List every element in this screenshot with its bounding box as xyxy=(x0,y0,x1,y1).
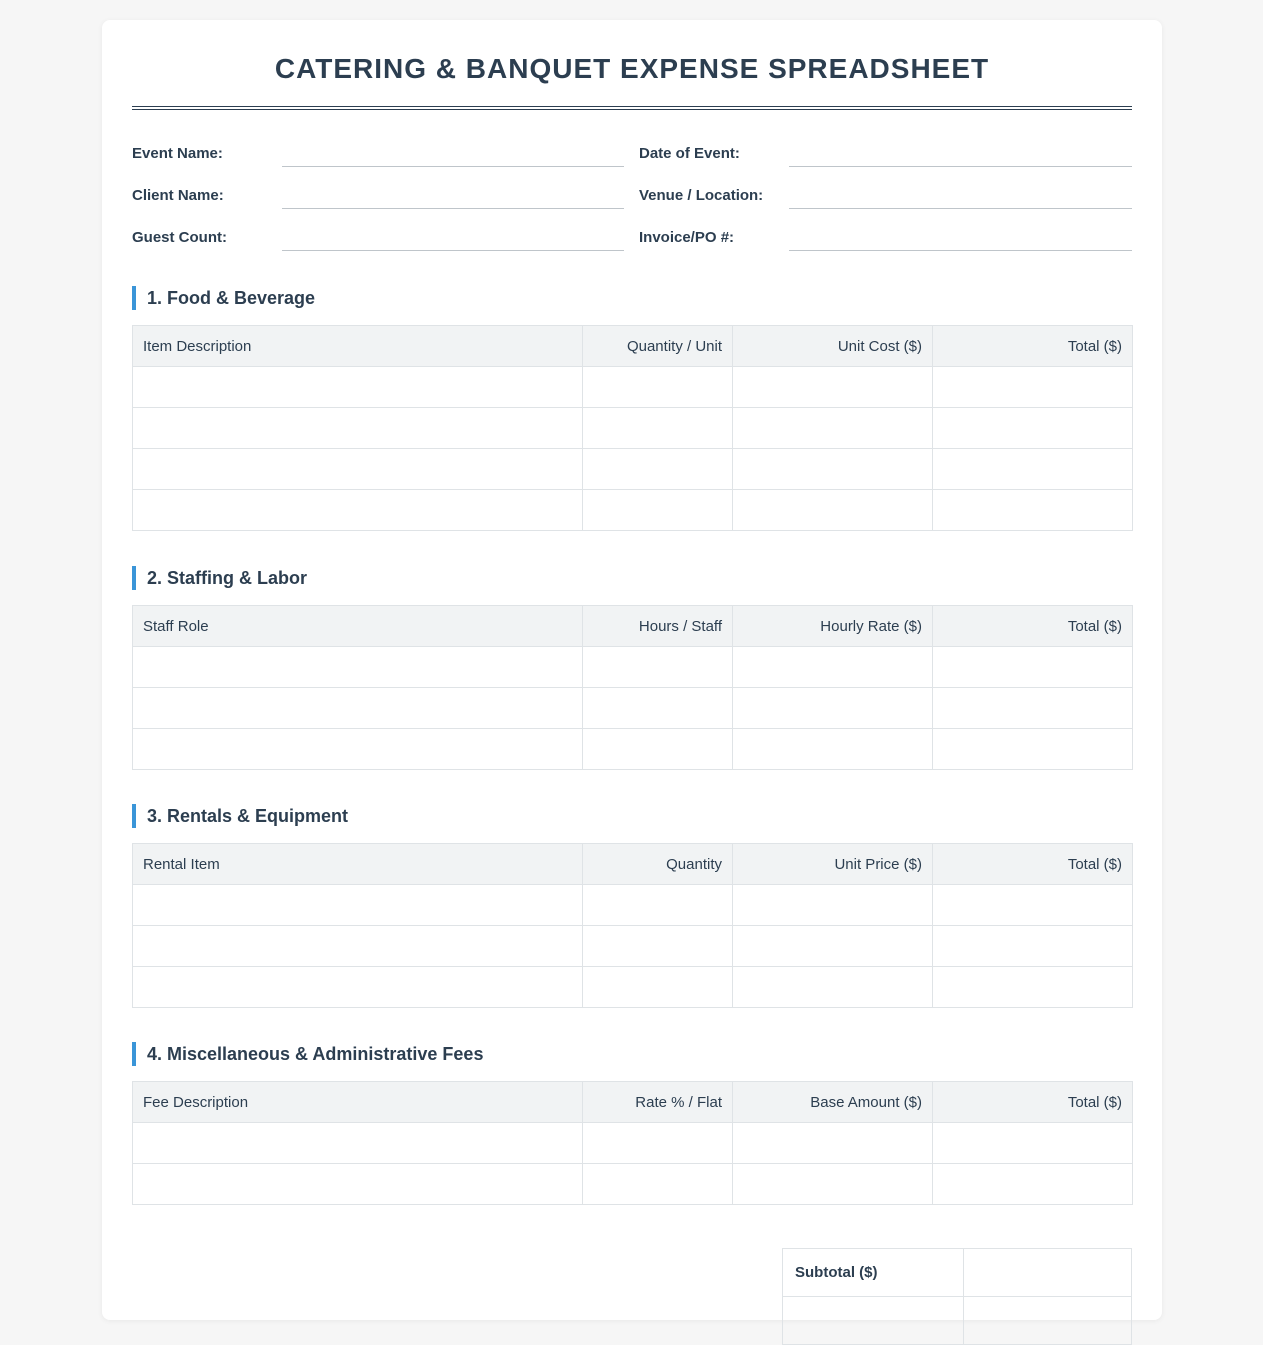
table-cell[interactable] xyxy=(133,885,583,926)
table-cell[interactable] xyxy=(133,688,583,729)
venue-location-field[interactable] xyxy=(789,208,1132,209)
table-cell[interactable] xyxy=(733,729,933,770)
section-title-text: 1. Food & Beverage xyxy=(147,288,316,308)
table-cell[interactable] xyxy=(133,1123,583,1164)
table-row xyxy=(133,967,1133,1008)
section-food-beverage-title xyxy=(132,286,315,310)
column-header: Total ($) xyxy=(933,844,1133,885)
subtotal-value-cell[interactable] xyxy=(964,1249,1132,1297)
column-header: Item Description xyxy=(133,326,583,367)
table-cell[interactable] xyxy=(933,1123,1133,1164)
table-cell[interactable] xyxy=(133,729,583,770)
table-header-row xyxy=(133,606,1133,647)
table-cell[interactable] xyxy=(583,1123,733,1164)
table-cell[interactable] xyxy=(933,967,1133,1008)
summary-table xyxy=(782,1248,1132,1345)
event-info-row xyxy=(132,137,1132,179)
date-of-event-label: Date of Event: xyxy=(639,145,740,162)
table-cell[interactable] xyxy=(733,449,933,490)
table-row xyxy=(133,729,1133,770)
table-cell[interactable] xyxy=(583,490,733,531)
table-row xyxy=(133,367,1133,408)
table-header-row xyxy=(133,1082,1133,1123)
section-misc-fees-title xyxy=(132,1042,483,1066)
section-accent-bar xyxy=(132,804,136,828)
table-row xyxy=(133,688,1133,729)
table-cell[interactable] xyxy=(733,408,933,449)
column-header: Hours / Staff xyxy=(583,606,733,647)
invoice-po-field[interactable] xyxy=(789,250,1132,251)
food-beverage-table xyxy=(132,325,1133,531)
event-name-field[interactable] xyxy=(282,166,624,167)
table-cell[interactable] xyxy=(133,647,583,688)
column-header: Total ($) xyxy=(933,326,1133,367)
table-cell[interactable] xyxy=(133,926,583,967)
invoice-po-label: Invoice/PO #: xyxy=(639,229,735,246)
table-cell[interactable] xyxy=(133,367,583,408)
column-header: Rate % / Flat xyxy=(583,1082,733,1123)
section-accent-bar xyxy=(132,286,136,310)
misc-fees-table xyxy=(132,1081,1133,1205)
table-cell[interactable] xyxy=(933,490,1133,531)
column-header: Base Amount ($) xyxy=(733,1082,933,1123)
event-info-row xyxy=(132,179,1132,221)
column-header: Hourly Rate ($) xyxy=(733,606,933,647)
subtotal-label: Subtotal ($) xyxy=(783,1249,964,1297)
table-row xyxy=(133,1164,1133,1205)
table-cell[interactable] xyxy=(583,367,733,408)
table-cell[interactable] xyxy=(733,688,933,729)
table-cell[interactable] xyxy=(733,647,933,688)
table-cell[interactable] xyxy=(733,885,933,926)
section-title-text: 2. Staffing & Labor xyxy=(147,568,308,588)
table-cell[interactable] xyxy=(933,449,1133,490)
page-title: CATERING & BANQUET EXPENSE SPREADSHEET xyxy=(274,53,990,84)
summary-row xyxy=(783,1297,1132,1345)
column-header: Total ($) xyxy=(933,606,1133,647)
table-cell[interactable] xyxy=(733,1164,933,1205)
table-cell[interactable] xyxy=(583,885,733,926)
spreadsheet-page xyxy=(102,20,1162,1320)
guest-count-label: Guest Count: xyxy=(132,229,227,246)
summary-value-cell[interactable] xyxy=(964,1297,1132,1345)
table-cell[interactable] xyxy=(933,647,1133,688)
table-cell[interactable] xyxy=(933,408,1133,449)
staffing-labor-table xyxy=(132,605,1133,770)
table-cell[interactable] xyxy=(583,647,733,688)
table-row xyxy=(133,885,1133,926)
table-row xyxy=(133,449,1133,490)
table-cell[interactable] xyxy=(733,967,933,1008)
section-rentals-equipment-title xyxy=(132,804,348,828)
column-header: Fee Description xyxy=(133,1082,583,1123)
section-staffing-labor-title xyxy=(132,566,307,590)
table-cell[interactable] xyxy=(583,729,733,770)
table-header-row xyxy=(133,844,1133,885)
table-cell[interactable] xyxy=(583,967,733,1008)
table-cell[interactable] xyxy=(133,408,583,449)
table-row xyxy=(133,926,1133,967)
table-cell[interactable] xyxy=(133,449,583,490)
table-cell[interactable] xyxy=(583,449,733,490)
event-info-row xyxy=(132,221,1132,263)
page-content xyxy=(132,20,1132,1281)
column-header: Quantity / Unit xyxy=(583,326,733,367)
table-cell[interactable] xyxy=(133,967,583,1008)
table-cell[interactable] xyxy=(733,367,933,408)
table-cell[interactable] xyxy=(933,885,1133,926)
client-name-label: Client Name: xyxy=(132,187,224,204)
subtotal-row xyxy=(783,1249,1132,1297)
table-cell[interactable] xyxy=(583,408,733,449)
column-header: Unit Price ($) xyxy=(733,844,933,885)
table-row xyxy=(133,647,1133,688)
section-accent-bar xyxy=(132,1042,136,1066)
summary-label-cell xyxy=(783,1297,964,1345)
table-cell[interactable] xyxy=(583,926,733,967)
table-cell[interactable] xyxy=(133,490,583,531)
column-header: Rental Item xyxy=(133,844,583,885)
table-cell[interactable] xyxy=(933,729,1133,770)
venue-location-label: Venue / Location: xyxy=(639,187,764,204)
event-info-block xyxy=(132,137,1132,263)
event-name-label: Event Name: xyxy=(132,145,223,162)
table-header-row xyxy=(133,326,1133,367)
table-cell[interactable] xyxy=(933,926,1133,967)
guest-count-field[interactable] xyxy=(282,250,624,251)
table-cell[interactable] xyxy=(933,688,1133,729)
column-header: Total ($) xyxy=(933,1082,1133,1123)
section-title-text: 3. Rentals & Equipment xyxy=(147,806,349,826)
title-double-rule xyxy=(132,106,1132,110)
column-header: Unit Cost ($) xyxy=(733,326,933,367)
table-cell[interactable] xyxy=(733,1123,933,1164)
rentals-equipment-table xyxy=(132,843,1133,1008)
section-title-text: 4. Miscellaneous & Administrative Fees xyxy=(147,1044,484,1064)
column-header: Staff Role xyxy=(133,606,583,647)
table-cell[interactable] xyxy=(133,1164,583,1205)
section-accent-bar xyxy=(132,566,136,590)
table-cell[interactable] xyxy=(933,367,1133,408)
column-header: Quantity xyxy=(583,844,733,885)
table-cell[interactable] xyxy=(583,688,733,729)
table-cell[interactable] xyxy=(933,1164,1133,1205)
table-row xyxy=(133,1123,1133,1164)
table-cell[interactable] xyxy=(733,490,933,531)
table-row xyxy=(133,408,1133,449)
table-cell[interactable] xyxy=(583,1164,733,1205)
client-name-field[interactable] xyxy=(282,208,624,209)
date-of-event-field[interactable] xyxy=(789,166,1132,167)
table-cell[interactable] xyxy=(733,926,933,967)
table-row xyxy=(133,490,1133,531)
